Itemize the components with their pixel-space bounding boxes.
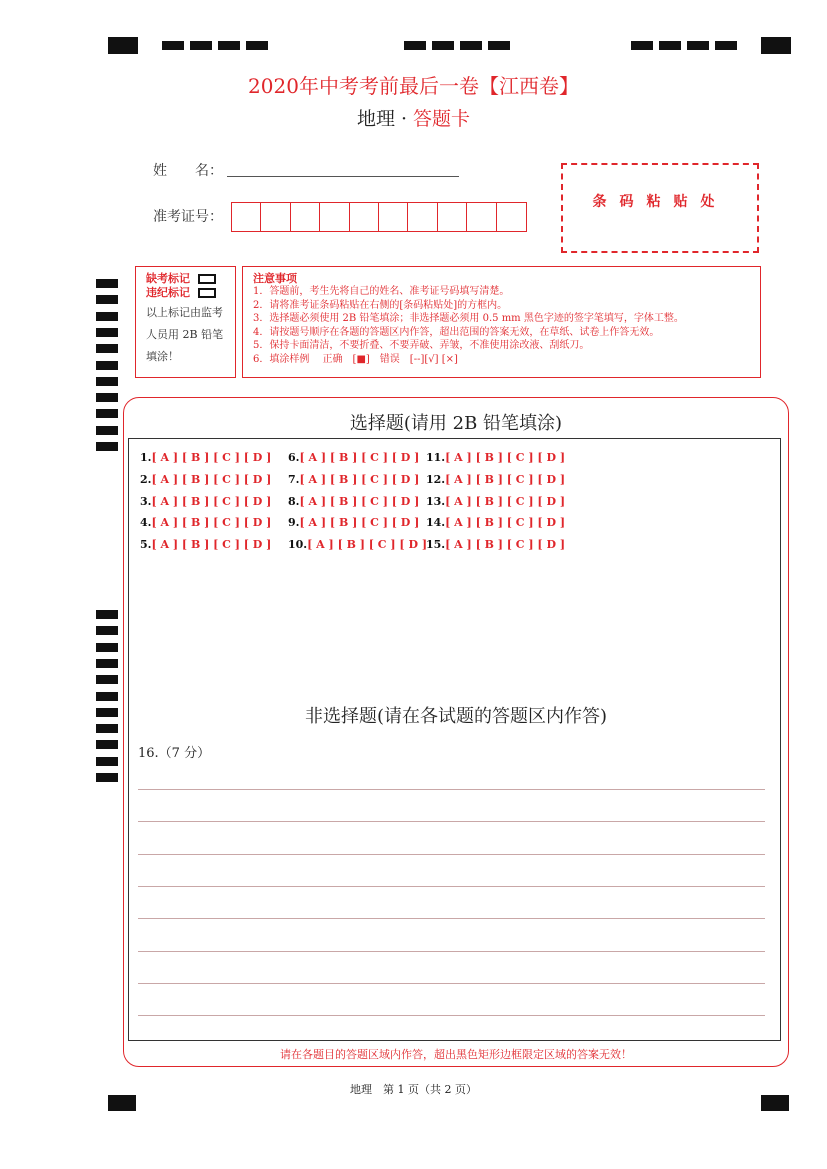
timing-mark: [96, 409, 118, 418]
timing-mark: [96, 675, 118, 684]
timing-mark: [96, 724, 118, 733]
answer-options[interactable]: [ A ] [ B ] [ C ] [ D ]: [299, 495, 420, 508]
timing-mark: [96, 361, 118, 370]
choice-question-2[interactable]: [140, 473, 271, 486]
timing-mark: [108, 1095, 136, 1111]
timing-mark: [96, 393, 118, 402]
mark-desc-line: 以上标记由监考: [146, 306, 223, 319]
timing-mark: [96, 757, 118, 766]
choice-question-12[interactable]: [426, 473, 565, 486]
timing-mark: [687, 41, 709, 50]
id-digit-box[interactable]: [232, 203, 261, 231]
id-digit-box[interactable]: [497, 203, 526, 231]
choice-question-11[interactable]: [426, 451, 565, 464]
timing-mark: [96, 426, 118, 435]
notes-title: 注意事项: [253, 272, 297, 285]
question-number: 3.: [140, 495, 152, 508]
timing-mark: [96, 312, 118, 321]
choice-question-9[interactable]: [288, 516, 419, 529]
mark-box: [135, 266, 236, 378]
timing-mark: [96, 295, 118, 304]
choice-question-10[interactable]: [288, 538, 427, 551]
choice-question-13[interactable]: [426, 495, 565, 508]
page-number: 地理 第 1 页（共 2 页）: [350, 1083, 477, 1096]
choice-question-14[interactable]: [426, 516, 565, 529]
question-number: 12.: [426, 473, 446, 486]
barcode-label: 条码粘贴处: [592, 194, 728, 210]
question-number: 1.: [140, 451, 152, 464]
violation-mark-row: [146, 286, 235, 300]
timing-mark: [96, 377, 118, 386]
timing-mark: [96, 328, 118, 337]
answer-options[interactable]: [ A ] [ B ] [ C ] [ D ]: [151, 451, 272, 464]
timing-mark: [404, 41, 426, 50]
timing-mark: [96, 708, 118, 717]
timing-mark: [96, 279, 118, 288]
timing-mark: [96, 626, 118, 635]
exam-title: 2020年中考考前最后一卷【江西卷】: [248, 74, 579, 98]
id-label: 准考证号：: [153, 209, 223, 225]
footer-warning: 请在各题目的答题区域内作答，超出黑色矩形边框限定区域的答案无效！: [280, 1048, 632, 1061]
timing-mark: [460, 41, 482, 50]
mark-description: [146, 302, 235, 368]
note-item: 1．答题前，考生先将自己的姓名、准考证号码填写清楚。: [253, 286, 510, 297]
answer-line[interactable]: [138, 918, 765, 919]
timing-mark: [96, 692, 118, 701]
answer-line[interactable]: [138, 789, 765, 790]
notes-box: [242, 266, 761, 378]
timing-mark: [715, 41, 737, 50]
id-digit-box[interactable]: [350, 203, 379, 231]
timing-mark: [96, 643, 118, 652]
timing-mark: [761, 37, 791, 54]
timing-mark: [246, 41, 268, 50]
title-separator: ·: [400, 108, 408, 130]
absent-mark-checkbox[interactable]: [198, 274, 216, 284]
id-digit-box[interactable]: [408, 203, 437, 231]
question-number: 9.: [288, 516, 300, 529]
choice-question-15[interactable]: [426, 538, 565, 551]
answer-line[interactable]: [138, 983, 765, 984]
exam-subtitle: [0, 104, 827, 131]
mark-desc-line: 填涂！: [146, 350, 179, 363]
barcode-area: [561, 163, 759, 253]
choice-section-title: 选择题(请用 2B 铅笔填涂): [349, 413, 563, 434]
question-number: 4.: [140, 516, 152, 529]
choice-question-7[interactable]: [288, 473, 419, 486]
open-section-title: 非选择题(请在各试题的答题区内作答): [304, 706, 608, 727]
id-digit-box[interactable]: [291, 203, 320, 231]
answer-options[interactable]: [ A ] [ B ] [ C ] [ D ]: [151, 516, 272, 529]
question-number: 11.: [426, 451, 446, 464]
name-field[interactable]: [227, 176, 459, 177]
answer-options[interactable]: [ A ] [ B ] [ C ] [ D ]: [151, 538, 272, 551]
answer-line[interactable]: [138, 1015, 765, 1016]
note-item: 6．填涂样例 正确 [■] 错误 [--][√] [×]: [253, 353, 458, 365]
question-number: 10.: [288, 538, 308, 551]
answer-options[interactable]: [ A ] [ B ] [ C ] [ D ]: [445, 451, 566, 464]
note-item: 5．保持卡面清洁，不要折叠、不要弄破、弄皱，不准使用涂改液、刮纸刀。: [253, 340, 590, 352]
answer-options[interactable]: [ A ] [ B ] [ C ] [ D ]: [151, 473, 272, 486]
question-number: 5.: [140, 538, 152, 551]
name-label: 姓 名：: [153, 163, 223, 179]
question-number: 14.: [426, 516, 446, 529]
choice-question-6[interactable]: [288, 451, 419, 464]
question-number: 8.: [288, 495, 300, 508]
answer-options[interactable]: [ A ] [ B ] [ C ] [ D ]: [299, 516, 420, 529]
mark-desc-line: 人员用 2B 铅笔: [146, 328, 224, 341]
card-label: 答题卡: [413, 108, 471, 130]
id-digit-box[interactable]: [320, 203, 349, 231]
answer-options[interactable]: [ A ] [ B ] [ C ] [ D ]: [151, 495, 272, 508]
answer-options[interactable]: [ A ] [ B ] [ C ] [ D ]: [445, 516, 566, 529]
answer-options[interactable]: [ A ] [ B ] [ C ] [ D ]: [445, 538, 566, 551]
question-number: 13.: [426, 495, 446, 508]
question-number: 6.: [288, 451, 300, 464]
id-digit-box[interactable]: [261, 203, 290, 231]
timing-mark: [96, 773, 118, 782]
question-number: 15.: [426, 538, 446, 551]
answer-options[interactable]: [ A ] [ B ] [ C ] [ D ]: [299, 451, 420, 464]
note-item: 4．请按题号顺序在各题的答题区内作答，超出范围的答案无效，在草纸、试卷上作答无效。: [253, 326, 660, 338]
question-number: 7.: [288, 473, 300, 486]
timing-mark: [659, 41, 681, 50]
timing-mark: [96, 740, 118, 749]
timing-mark: [162, 41, 184, 50]
absent-mark-row: [146, 272, 235, 286]
answer-options[interactable]: [ A ] [ B ] [ C ] [ D ]: [299, 473, 420, 486]
timing-mark: [761, 1095, 789, 1111]
answer-line[interactable]: [138, 854, 765, 855]
timing-mark: [488, 41, 510, 50]
id-number-boxes[interactable]: [231, 202, 527, 232]
timing-mark: [96, 442, 118, 451]
violation-mark-checkbox[interactable]: [198, 288, 216, 298]
answer-options[interactable]: [ A ] [ B ] [ C ] [ D ]: [445, 473, 566, 486]
timing-mark: [96, 610, 118, 619]
timing-mark: [190, 41, 212, 50]
question-16-label: 16.（7 分）: [138, 746, 211, 761]
choice-question-3[interactable]: [140, 495, 271, 508]
answer-options[interactable]: [ A ] [ B ] [ C ] [ D ]: [445, 495, 566, 508]
choice-question-5[interactable]: [140, 538, 271, 551]
note-item: 3．选择题必须使用 2B 铅笔填涂；非选择题必须用 0.5 mm 黑色字迹的签字笔填写，字体工整。: [253, 313, 684, 325]
id-digit-box[interactable]: [379, 203, 408, 231]
answer-line[interactable]: [138, 886, 765, 887]
id-digit-box[interactable]: [438, 203, 467, 231]
answer-options[interactable]: [ A ] [ B ] [ C ] [ D ]: [307, 538, 428, 551]
timing-mark: [631, 41, 653, 50]
choice-question-8[interactable]: [288, 495, 419, 508]
choice-question-1[interactable]: [140, 451, 271, 464]
answer-line[interactable]: [138, 821, 765, 822]
absent-mark-label: 缺考标记: [146, 272, 190, 285]
id-digit-box[interactable]: [467, 203, 496, 231]
choice-question-4[interactable]: [140, 516, 271, 529]
timing-mark: [218, 41, 240, 50]
timing-mark: [96, 344, 118, 353]
timing-mark: [108, 37, 138, 54]
answer-line[interactable]: [138, 951, 765, 952]
subject-label: 地理: [356, 108, 395, 130]
violation-mark-label: 违纪标记: [146, 286, 190, 299]
question-number: 2.: [140, 473, 152, 486]
note-item: 2．请将准考证条码粘贴在右侧的[条码粘贴处]的方框内。: [253, 299, 508, 311]
timing-mark: [96, 659, 118, 668]
timing-mark: [432, 41, 454, 50]
